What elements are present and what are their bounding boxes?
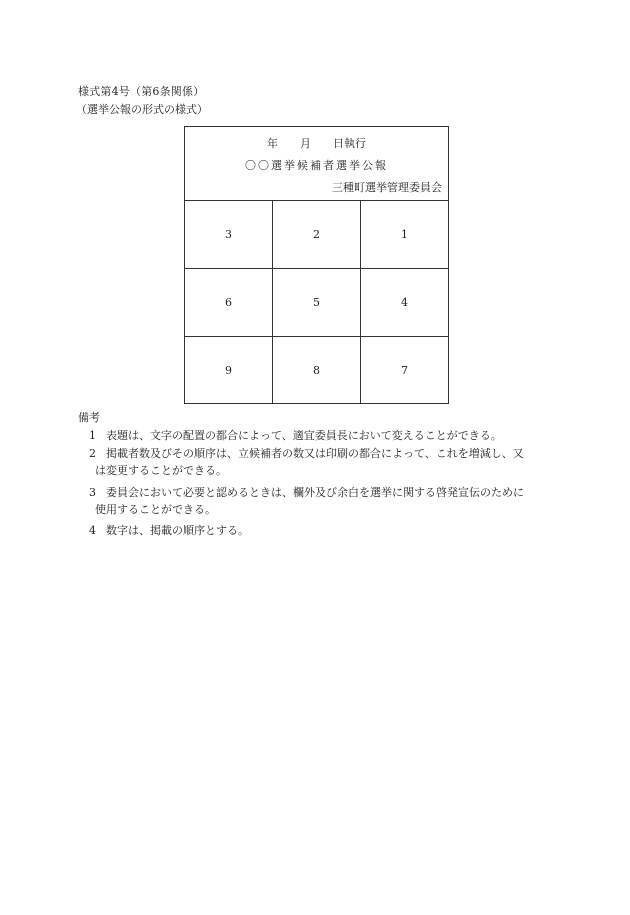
note-number: 1 (89, 429, 96, 442)
bulletin-header (185, 127, 448, 201)
bulletin-title: 〇〇選挙候補者選挙公報 (245, 159, 388, 172)
note-item (89, 427, 559, 444)
candidate-slot: 7 (401, 363, 408, 377)
candidate-grid (185, 201, 448, 403)
form-subtitle: （選挙公報の形式の様式） (76, 103, 208, 116)
candidate-slot: 6 (185, 269, 273, 337)
candidate-slot: 8 (273, 337, 361, 403)
note-text: 委員会において必要と認めるときは、欄外及び余白を選挙に関する啓発宣伝のために (106, 486, 524, 499)
bulletin-issuer: 三種町選挙管理委員会 (332, 181, 442, 194)
candidate-slot: 1 (361, 201, 448, 269)
candidate-slot: 2 (273, 201, 361, 269)
form-number: 様式第4号（第6条関係） (78, 85, 205, 98)
note-text: 数字は、掲載の順序とする。 (106, 524, 249, 537)
election-date-line: 年 月 日執行 (267, 137, 366, 150)
candidate-slot: 4 (361, 269, 448, 337)
candidate-slot: 5 (273, 269, 361, 337)
note-item (89, 522, 559, 539)
note-number: 2 (89, 447, 96, 460)
note-item (89, 445, 559, 479)
note-number: 4 (89, 524, 96, 537)
note-text: 表題は、文字の配置の都合によって、適宜委員長において変えることができる。 (106, 429, 502, 442)
note-text-continued: 使用することができる。 (95, 503, 216, 516)
candidate-slot: 3 (185, 201, 273, 269)
note-text: 掲載者数及びその順序は、立候補者の数又は印刷の都合によって、これを増減し、又 (106, 447, 524, 460)
bulletin-layout-box (184, 126, 449, 404)
notes-heading: 備考 (78, 411, 100, 424)
note-number: 3 (89, 486, 96, 499)
note-item (89, 484, 559, 518)
note-text-continued: は変更することができる。 (95, 464, 227, 477)
candidate-slot: 9 (185, 337, 273, 403)
